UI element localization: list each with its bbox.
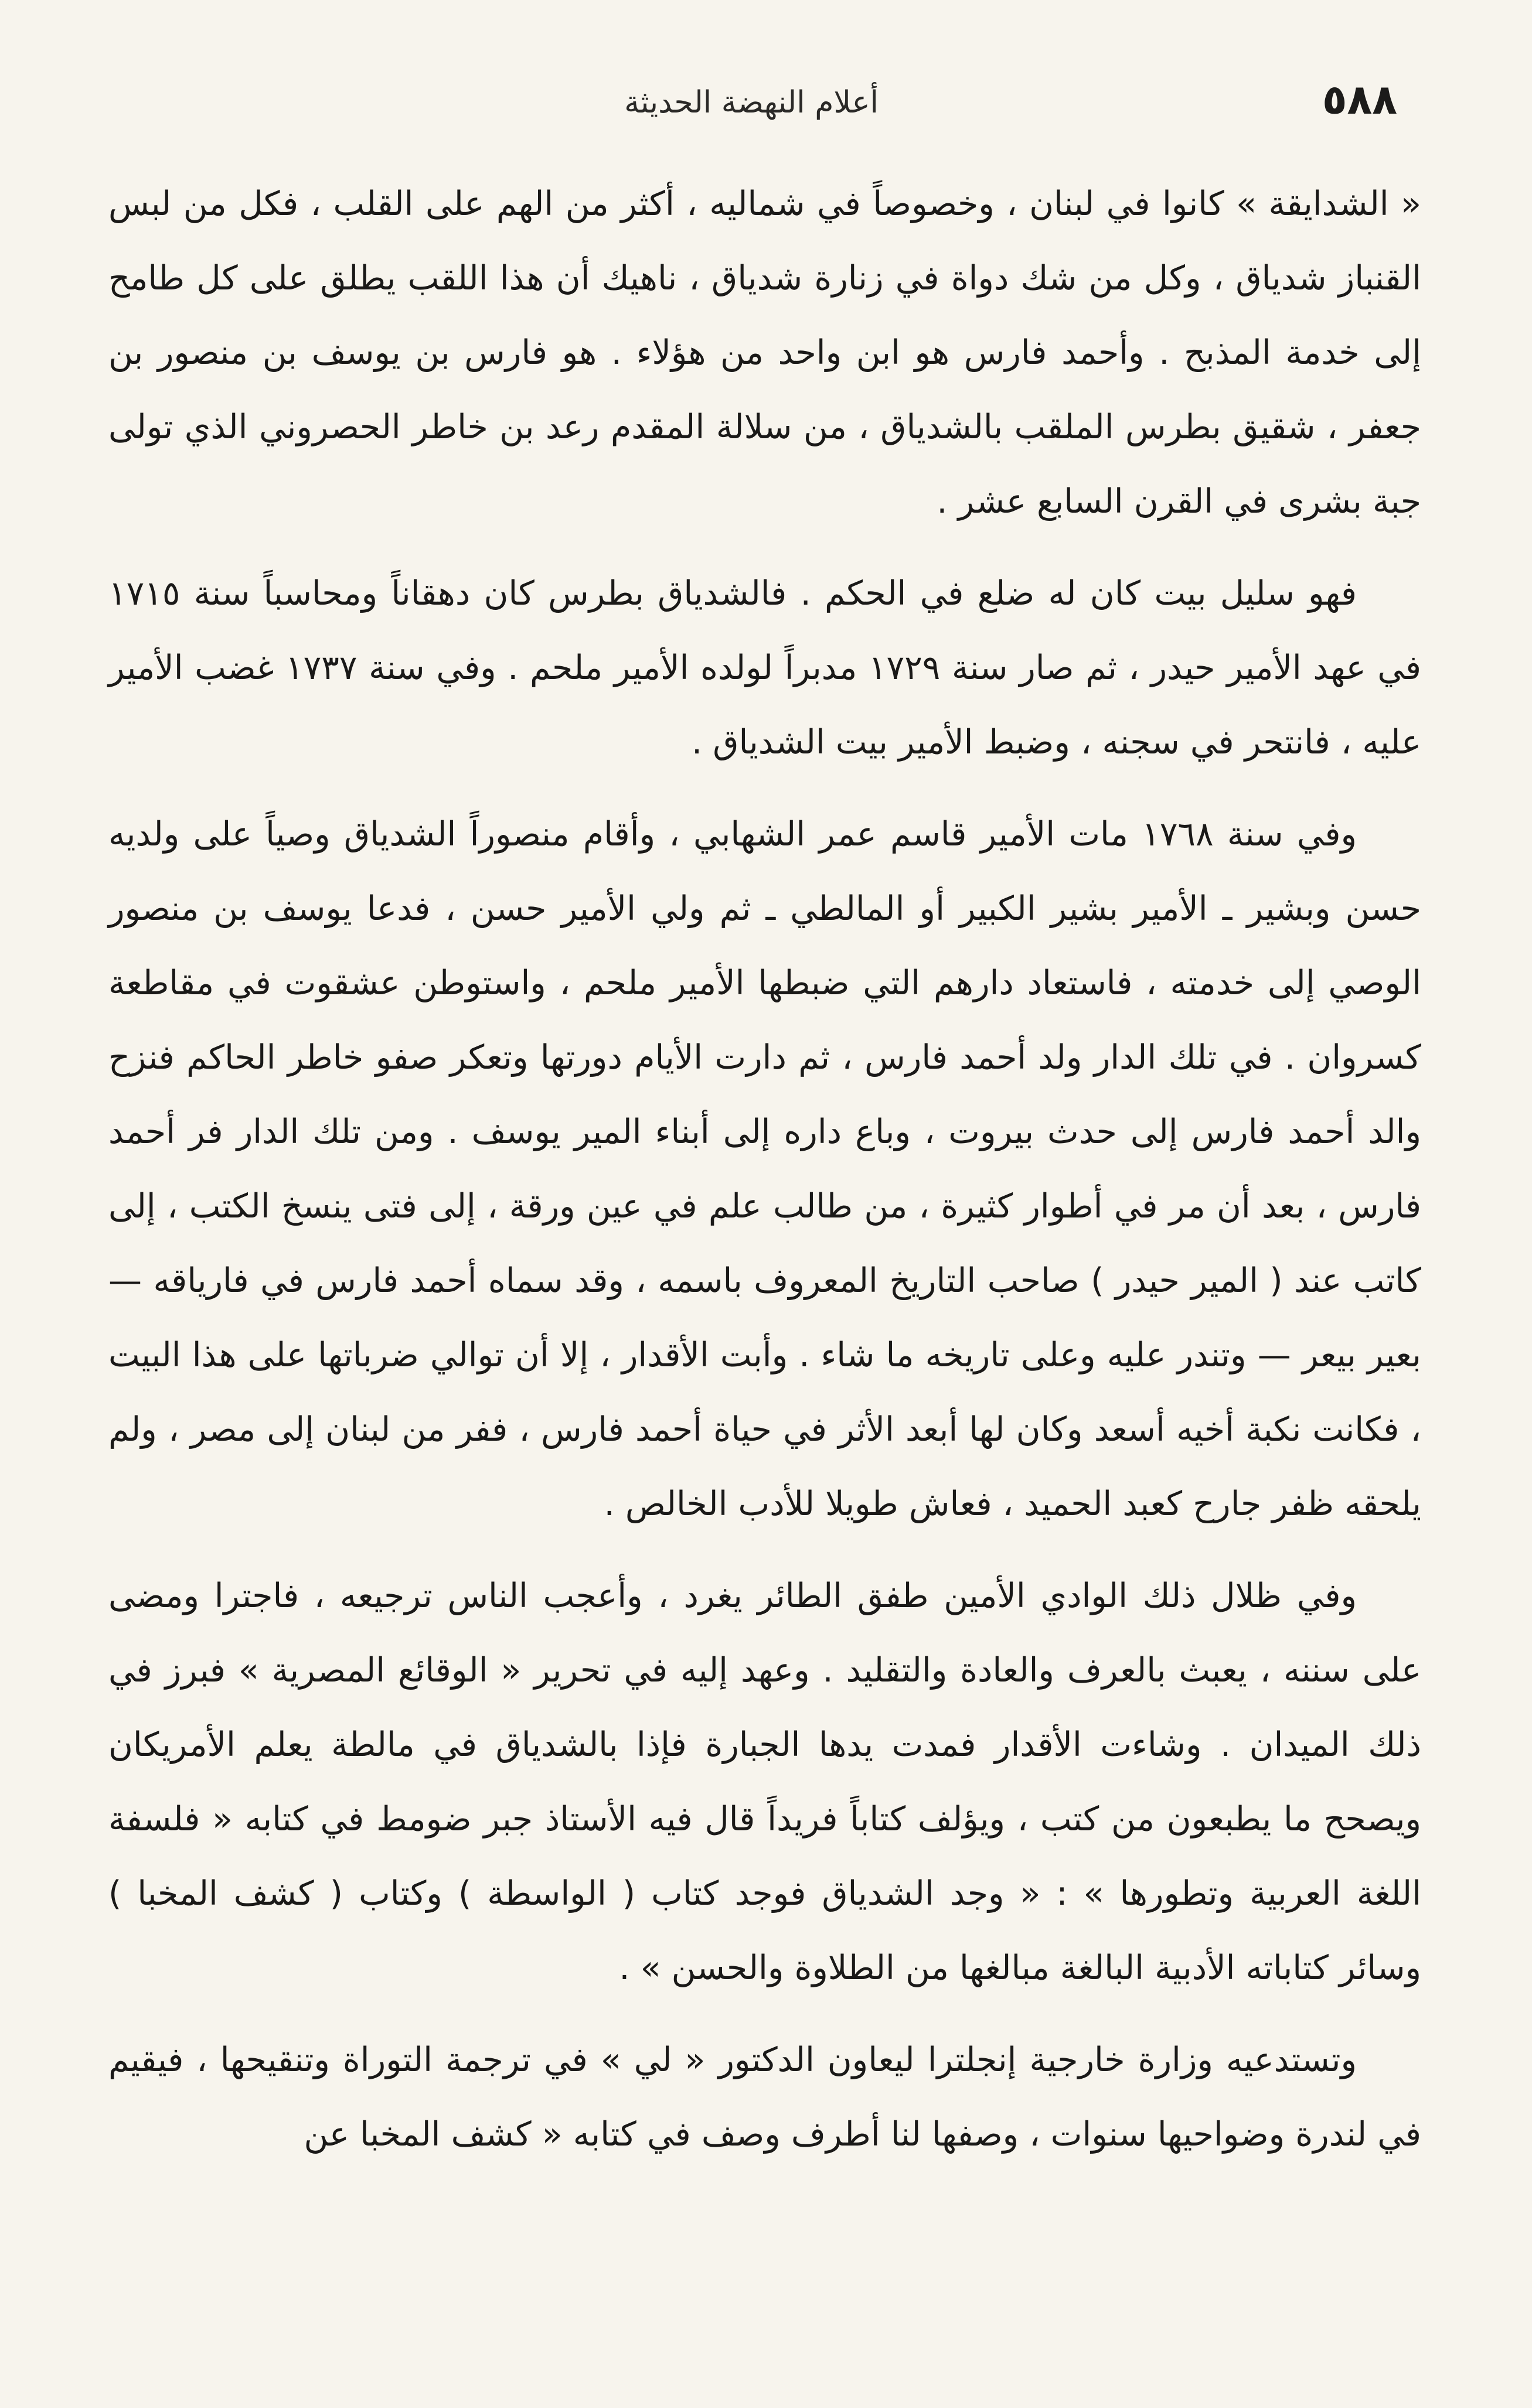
paragraph-5: وتستدعيه وزارة خارجية إنجلترا ليعاون الدكتور « لي » في ترجمة التوراة وتنقيحها ، فيقيم في لندرة وضواحيها سنوات ، وصفها لنا أطرف وصف في كتابه « كشف المخبا عن [108,2041,1421,2154]
body-text [108,167,1421,2189]
page-header [105,70,1397,135]
paragraph-2: فهو سليل بيت كان له ضلع في الحكم . فالشدياق بطرس كان دهقاناً ومحاسباً سنة ١٧١٥ في عهد الأمير حيدر ، ثم صار سنة ١٧٢٩ مدبراً لولده الأمير ملحم . وفي سنة ١٧٣٧ غضب الأمير عليه ، فانتحر في سجنه ، وضبط الأمير بيت الشدياق . [108,574,1421,762]
paragraph-1: « الشدايقة » كانوا في لبنان ، وخصوصاً في شماليه ، أكثر من الهم على القلب ، فكل من لبس القنباز شدياق ، وكل من شك دواة في زنارة شدياق ، ناهيك أن هذا اللقب يطلق على كل طامح إلى خدمة المذبح . وأحمد فارس هو ابن واحد من هؤلاء . هو فارس بن يوسف بن منصور بن جعفر ، شقيق بطرس الملقب بالشدياق ، من سلالة المقدم رعد بن خاطر الحصروني الذي تولى جبة بشرى في القرن السابع عشر . [108,185,1421,521]
page-number: ٥٨٨ [1322,76,1397,124]
paragraph-3: وفي سنة ١٧٦٨ مات الأمير قاسم عمر الشهابي ، وأقام منصوراً الشدياق وصياً على ولديه حسن وبشير ـ الأمير بشير الكبير أو المالطي ـ ثم ولي الأمير حسن ، فدعا يوسف بن منصور الوصي إلى خدمته ، فاستعاد دارهم التي ضبطها الأمير ملحم ، واستوطن عشقوت في مقاطعة كسروان . في تلك الدار ولد أحمد فارس ، ثم دارت الأيام دورتها وتعكر صفو خاطر الحاكم فنزح والد أحمد فارس إلى حدث بيروت ، وباع داره إلى أبناء المير يوسف . ومن تلك الدار فر أحمد فارس ، بعد أن مر في أطوار كثيرة ، من طالب علم في عين ورقة ، إلى فتى ينسخ الكتب ، إلى كاتب عند ( المير حيدر ) صاحب التاريخ المعروف باسمه ، وقد سماه أحمد فارس في فارياقه — بعير بيعر — وتندر عليه وعلى تاريخه ما شاء . وأبت الأقدار ، إلا أن توالي ضرباتها على هذا البيت ، فكانت نكبة أخيه أسعد وكان لها أبعد الأثر في حياة أحمد فارس ، ففر من لبنان إلى مصر ، ولم يلحقه ظفر جارح كعبد الحميد ، فعاش طويلا للأدب الخالص . [108,815,1421,1523]
running-title: أعلام النهضة الحديثة [624,85,879,120]
paragraph-4: وفي ظلال ذلك الوادي الأمين طفق الطائر يغرد ، وأعجب الناس ترجيعه ، فاجترا ومضى على سننه ، يعبث بالعرف والعادة والتقليد . وعهد إليه في تحرير « الوقائع المصرية » فبرز في ذلك الميدان . وشاءت الأقدار فمدت يدها الجبارة فإذا بالشدياق في مالطة يعلم الأمريكان ويصحح ما يطبعون من كتب ، ويؤلف كتاباً فريداً قال فيه الأستاذ جبر ضومط في كتابه « فلسفة اللغة العربية وتطورها » : « وجد الشدياق فوجد كتاب ( الواسطة ) وكتاب ( كشف المخبا ) وسائر كتاباته الأدبية البالغة مبالغها من الطلاوة والحسن » . [108,1577,1421,1987]
